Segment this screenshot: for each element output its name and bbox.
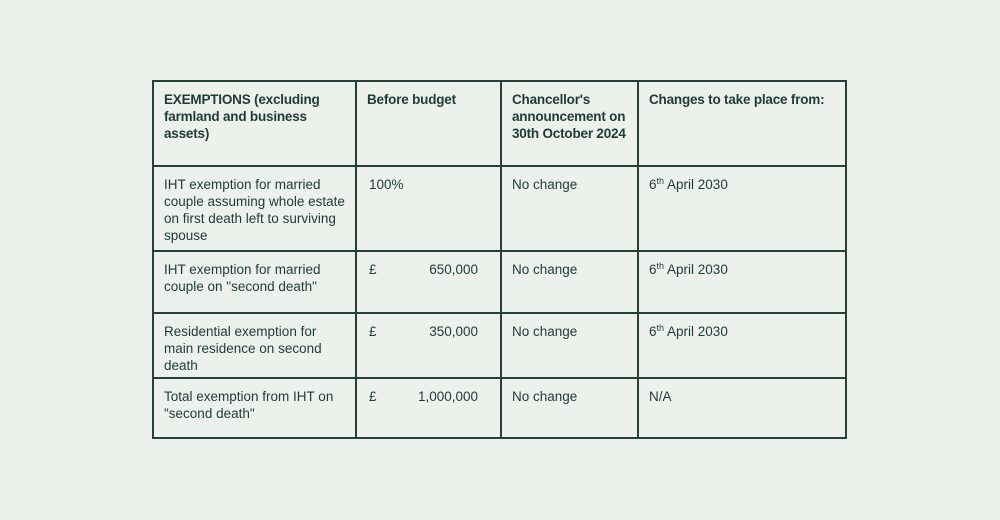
amount: 350,000 bbox=[429, 324, 478, 339]
before-budget-value bbox=[367, 176, 490, 193]
before-budget-value bbox=[367, 261, 490, 278]
amount: 650,000 bbox=[429, 262, 478, 277]
currency-symbol: £ bbox=[369, 324, 377, 339]
table-row bbox=[153, 251, 846, 313]
changes-na: N/A bbox=[649, 389, 672, 404]
column-header-changes-from: Changes to take place from: bbox=[638, 81, 846, 166]
before-budget-value bbox=[367, 323, 490, 340]
before-budget-value bbox=[367, 388, 490, 405]
cell-announcement: No change bbox=[501, 251, 638, 313]
cell-announcement: No change bbox=[501, 313, 638, 378]
column-header-exemptions: EXEMPTIONS (excluding farmland and business assets) bbox=[153, 81, 356, 166]
cell-before-budget bbox=[356, 378, 501, 438]
exemptions-table bbox=[152, 80, 847, 439]
ordinal-suffix: th bbox=[656, 261, 665, 271]
changes-date: 6th April 2030 bbox=[649, 323, 728, 339]
cell-before-budget bbox=[356, 166, 501, 251]
changes-date: 6th April 2030 bbox=[649, 176, 728, 192]
table-row bbox=[153, 313, 846, 378]
cell-exemption-label: Total exemption from IHT on "second death" bbox=[153, 378, 356, 438]
changes-date: 6th April 2030 bbox=[649, 261, 728, 277]
cell-exemption-label: Residential exemption for main residence on second death bbox=[153, 313, 356, 378]
cell-announcement: No change bbox=[501, 166, 638, 251]
table-row bbox=[153, 166, 846, 251]
currency-symbol: £ bbox=[369, 389, 377, 404]
cell-changes-from bbox=[638, 378, 846, 438]
cell-changes-from bbox=[638, 166, 846, 251]
amount bbox=[478, 176, 490, 193]
column-header-announcement: Chancellor's announcement on 30th October 2024 bbox=[501, 81, 638, 166]
ordinal-suffix: th bbox=[656, 176, 665, 186]
column-header-before-budget: Before budget bbox=[356, 81, 501, 166]
cell-exemption-label: IHT exemption for married couple on "second death" bbox=[153, 251, 356, 313]
table-header-row bbox=[153, 81, 846, 166]
table-row bbox=[153, 378, 846, 438]
exemptions-table-container bbox=[152, 80, 847, 439]
cell-changes-from bbox=[638, 313, 846, 378]
ordinal-suffix: th bbox=[656, 323, 665, 333]
currency-or-value: 100% bbox=[369, 177, 404, 192]
cell-before-budget bbox=[356, 251, 501, 313]
cell-before-budget bbox=[356, 313, 501, 378]
amount: 1,000,000 bbox=[417, 389, 478, 404]
cell-changes-from bbox=[638, 251, 846, 313]
cell-announcement: No change bbox=[501, 378, 638, 438]
currency-symbol: £ bbox=[369, 262, 377, 277]
cell-exemption-label: IHT exemption for married couple assuming whole estate on first death left to surviving spouse bbox=[153, 166, 356, 251]
